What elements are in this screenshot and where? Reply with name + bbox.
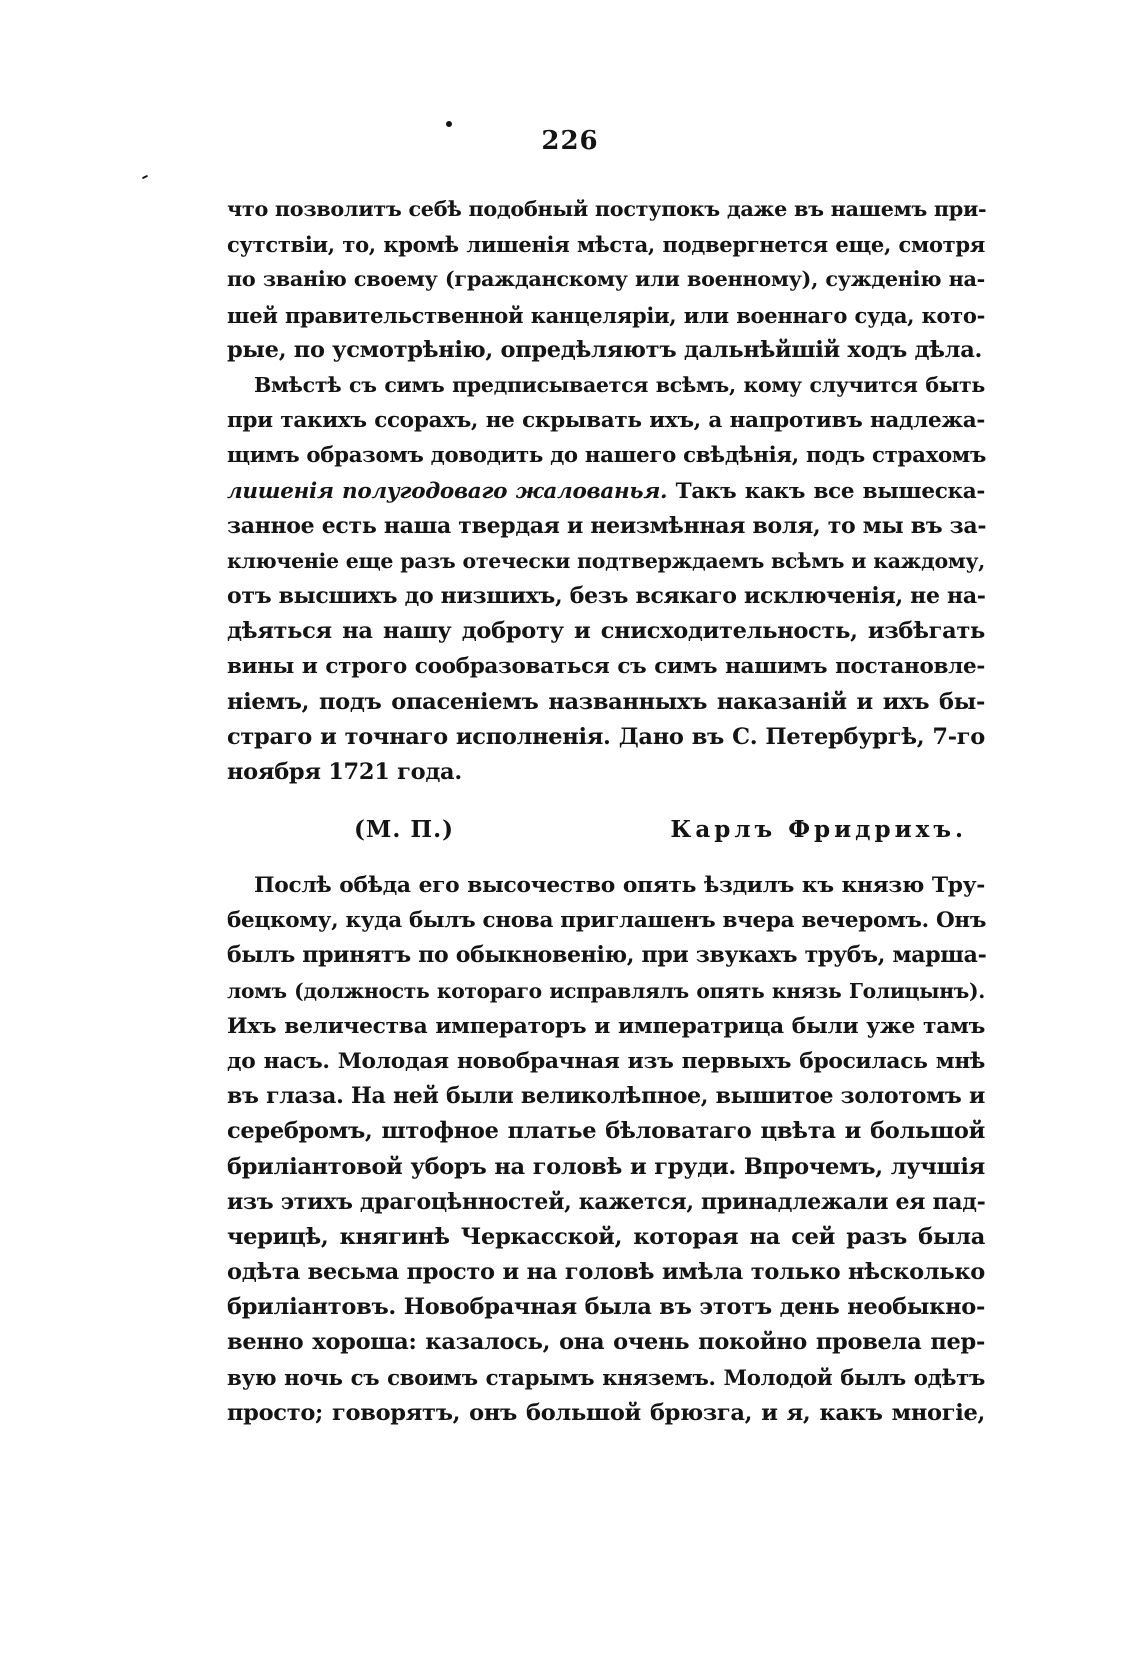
text-line: просто; говорятъ, онъ большой брюзга, и я, какъ многіе, <box>227 1399 985 1426</box>
text-line: щимъ образомъ доводить до нашего свѣдѣнія, подъ страхомъ <box>227 443 986 469</box>
text-line: рые, по усмотрѣнію, опредѣляютъ дальнѣйшій ходъ дѣла. <box>227 336 983 363</box>
page-number: 226 <box>541 126 599 156</box>
signer-name: Карлъ Фридрихъ. <box>670 816 967 843</box>
text-line-mixed <box>227 474 985 509</box>
text-line: вины и строго сообразоваться съ симъ нашимъ постановле- <box>227 654 985 680</box>
text-line: ключеніе еще разъ отечески подтверждаемъ всѣмъ и каждому, <box>227 548 985 573</box>
text-line: бриліантовой уборъ на головѣ и груди. Впрочемъ, лучшія <box>227 1153 985 1180</box>
text-line: изъ этихъ драгоцѣнностей, кажется, принадлежали ея пад- <box>227 1188 986 1215</box>
text-line: бриліантовъ. Новобрачная была въ этотъ день необыкно- <box>227 1294 985 1321</box>
text-line: Вмѣстѣ съ симъ предписывается всѣмъ, кому случится быть <box>254 372 985 397</box>
text-line: страго и точнаго исполненія. Дано въ С. Петербургѣ, 7-го <box>227 723 985 750</box>
text-line: шей правительственной канцеляріи, или военнаго суда, кото- <box>227 302 985 328</box>
text-line: по званію своему (гражданскому или военному), сужденію на- <box>227 267 985 292</box>
text-line: черицѣ, княгинѣ Черкасской, которая на сей разъ была <box>227 1223 985 1250</box>
text-line: одѣта весьма просто и на головѣ имѣла только нѣсколько <box>227 1259 985 1286</box>
signature-row <box>227 816 985 852</box>
text-line: до насъ. Молодая новобрачная изъ первыхъ бросилась мнѣ <box>227 1048 985 1074</box>
text-line: при такихъ ссорахъ, не скрывать ихъ, а напротивъ надлежа- <box>227 408 985 434</box>
text-line: сутствіи, то, кромѣ лишенія мѣста, подвергнется еще, смотря <box>227 232 985 258</box>
text-line: Ихъ величества императоръ и императрица были уже тамъ <box>227 1013 985 1039</box>
text-line: дѣяться на нашу доброту и снисходительность, избѣгать <box>227 618 985 645</box>
italic-phrase: лишенія полугодоваго жалованья. <box>227 478 668 504</box>
narrative-text-block <box>227 868 985 1431</box>
text-line: бецкому, куда былъ снова приглашенъ вчера вечеромъ. Онъ <box>227 908 987 934</box>
text-line: въ глаза. На ней были великолѣпное, вышитое золотомъ и <box>227 1083 985 1110</box>
decree-text-block <box>227 192 985 790</box>
text-line: занное есть наша твердая и неизмѣнная воля, то мы въ за- <box>227 512 987 539</box>
seal-mark: (М. П.) <box>354 816 454 843</box>
print-speck-dash <box>142 175 148 179</box>
text-line: ніемъ, подъ опасеніемъ названныхъ наказаній и ихъ бы- <box>227 688 985 715</box>
text-line: ноября 1721 года. <box>227 759 462 785</box>
text-line: ломъ (должность котораго исправлялъ опять князь Голицынъ). <box>227 978 985 1003</box>
text-line: былъ принятъ по обыкновенію, при звукахъ трубъ, марша- <box>227 942 987 969</box>
text-line: отъ высшихъ до низшихъ, безъ всякаго исключенія, не на- <box>227 583 986 610</box>
print-speck-dot <box>446 121 452 127</box>
text-line: серебромъ, штофное платье бѣловатаго цвѣта и большой <box>227 1118 985 1145</box>
text-line: вую ночь съ своимъ старымъ княземъ. Молодой былъ одѣтъ <box>227 1365 985 1391</box>
text-line: Послѣ обѣда его высочество опять ѣздилъ къ князю Тру- <box>254 873 985 898</box>
text-line: что позволитъ себѣ подобный поступокъ даже въ нашемъ при- <box>227 197 987 221</box>
text-run: Такъ какъ все вышеска- <box>667 478 985 504</box>
text-line: венно хороша: казалось, она очень покойно провела пер- <box>227 1329 985 1356</box>
